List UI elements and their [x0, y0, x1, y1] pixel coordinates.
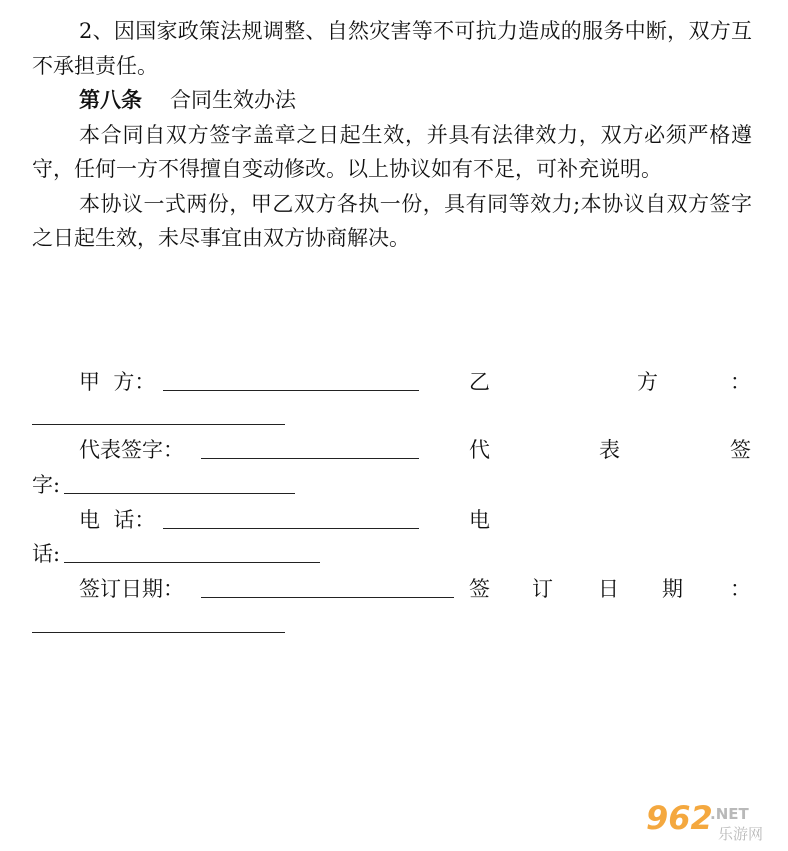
date-b-char-2: 订	[532, 577, 553, 601]
watermark-logo-text: 962	[646, 799, 713, 837]
phone-row	[32, 503, 752, 537]
effect-paragraph: 本合同自双方签字盖章之日起生效，并具有法律效力，双方必须严格遵守，任何一方不得擅自变动修改。以上协议如有不足，可补充说明。	[32, 122, 752, 181]
rep-a-blank[interactable]	[201, 457, 419, 459]
phone-b-wrap	[32, 537, 332, 571]
date-b-blank[interactable]	[32, 631, 285, 633]
date-row	[32, 572, 752, 606]
phone-b-wrap-label: 话:	[32, 542, 61, 566]
phone-b-char: 电	[469, 508, 490, 532]
phone-a-blank[interactable]	[163, 527, 419, 529]
date-a-blank[interactable]	[201, 596, 454, 598]
rep-b-wrap-label: 字:	[32, 473, 61, 497]
date-b-char-5: ：	[730, 577, 751, 601]
date-b-char-1: 签	[469, 577, 490, 601]
party-row	[32, 365, 752, 399]
party-a-blank[interactable]	[163, 389, 419, 391]
party-b-char-3: ：	[730, 370, 751, 394]
site-watermark-logo	[644, 797, 780, 845]
date-a-label: 签订日期：	[79, 577, 184, 601]
date-b-char-3: 日	[598, 577, 619, 601]
rep-b-char-3: 签	[730, 438, 751, 462]
watermark-sub-text: 乐游网	[718, 825, 764, 843]
rep-row	[32, 433, 752, 467]
phone-b-blank[interactable]	[64, 561, 320, 563]
party-b-char-1: 乙	[469, 370, 490, 394]
date-b-wrap	[32, 607, 292, 641]
rep-b-wrap	[32, 468, 332, 502]
article-8-subtitle: 合同生效办法	[170, 88, 296, 112]
rep-b-char-1: 代	[469, 438, 490, 462]
party-b-char-2: 方	[637, 370, 658, 394]
article-8-heading	[32, 83, 752, 118]
contract-body	[32, 14, 752, 256]
date-b-char-4: 期	[662, 577, 683, 601]
party-b-blank[interactable]	[32, 423, 285, 425]
rep-b-char-2: 表	[599, 438, 620, 462]
rep-a-label: 代表签字：	[79, 438, 184, 462]
copies-paragraph: 本协议一式两份，甲乙双方各执一份，具有同等效力;本协议自双方签字之日起生效，未尽事宜由双方协商解决。	[32, 191, 752, 250]
phone-a-label: 电 话：	[79, 508, 156, 532]
rep-b-blank[interactable]	[64, 492, 295, 494]
watermark-net-text: .NET	[710, 805, 749, 823]
article-8-title: 第八条	[79, 87, 142, 112]
party-a-label: 甲 方：	[79, 370, 156, 394]
party-b-wrap	[32, 399, 292, 433]
clause-2-paragraph: 2、因国家政策法规调整、自然灾害等不可抗力造成的服务中断，双方互不承担责任。	[32, 19, 752, 78]
